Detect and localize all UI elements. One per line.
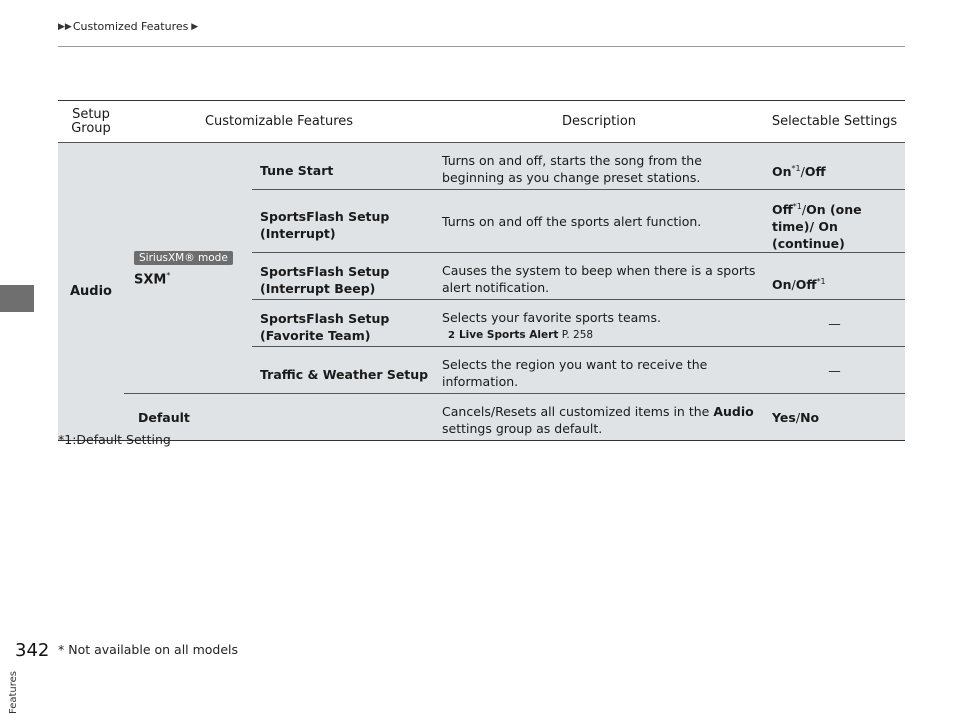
header-setup-group: Setup Group	[71, 106, 111, 136]
table-row	[58, 394, 905, 441]
header-selectable-settings: Selectable Settings	[771, 113, 898, 129]
feature-sportsflash-team: SportsFlash Setup (Favorite Team)	[252, 300, 434, 347]
default-marker: *1	[816, 277, 826, 287]
settings-traffic-weather: —	[764, 347, 905, 394]
description-sportsflash-interrupt: Turns on and off the sports alert function.	[434, 190, 764, 253]
settings-sportsflash-beep	[764, 253, 905, 300]
description-sportsflash-beep: Causes the system to beep when there is a sports alert notification.	[434, 253, 764, 300]
setting-off: Off	[795, 277, 817, 293]
cross-reference-link[interactable]	[448, 327, 758, 344]
setting-on-options: On (one time)/ On (continue)	[772, 202, 862, 252]
feature-tune-start: Tune Start	[252, 143, 434, 190]
breadcrumb-item[interactable]: Customized Features	[72, 20, 189, 33]
default-setting-footnote: *1:Default Setting	[58, 432, 171, 447]
feature-traffic-weather: Traffic & Weather Setup	[252, 347, 434, 394]
setting-off: Off	[804, 164, 826, 180]
section-label: Features	[8, 671, 19, 714]
xref-label: Live Sports Alert	[458, 328, 559, 341]
settings-sportsflash-interrupt	[764, 190, 905, 253]
page-number: 342	[15, 640, 50, 661]
default-marker: *1	[791, 163, 801, 173]
description-sportsflash-team	[434, 300, 764, 347]
siriusxm-mode-badge: SiriusXM® mode	[134, 251, 233, 265]
setting-no: No	[800, 409, 820, 425]
setting-separator: /	[791, 277, 796, 293]
reference-arrow-icon: 2	[448, 329, 455, 341]
description-text: Selects your favorite sports teams.	[442, 309, 661, 325]
setting-separator: /	[800, 164, 805, 180]
table-row	[58, 143, 905, 190]
availability-note: * Not available on all models	[58, 642, 239, 657]
double-arrow-icon: ▶▶	[58, 21, 72, 32]
section-tab	[0, 285, 34, 312]
description-tune-start: Turns on and off, starts the song from the beginning as you change preset stations.	[434, 143, 764, 190]
description-default	[434, 394, 764, 441]
header-customizable-features: Customizable Features	[204, 113, 354, 129]
feature-sportsflash-interrupt: SportsFlash Setup (Interrupt)	[252, 190, 434, 253]
feature-default: Default	[124, 394, 434, 441]
arrow-right-icon: ▶	[188, 21, 199, 32]
settings-sportsflash-team: —	[764, 300, 905, 347]
sxm-cell	[124, 143, 252, 394]
feature-sportsflash-beep: SportsFlash Setup (Interrupt Beep)	[252, 253, 434, 300]
description-text: Cancels/Resets all customized items in the	[442, 404, 710, 420]
breadcrumb	[58, 20, 199, 33]
group-cell-audio: Audio	[58, 143, 124, 441]
sxm-name: SXM	[134, 272, 167, 288]
setting-separator: /	[801, 202, 807, 218]
table-header-row	[58, 101, 905, 143]
not-all-models-marker: *	[166, 270, 171, 280]
setting-off: Off	[772, 202, 793, 218]
description-text: settings group as default.	[442, 421, 603, 437]
default-marker: *1	[792, 202, 802, 211]
settings-default	[764, 394, 905, 441]
settings-tune-start	[764, 143, 905, 190]
customized-features-table	[58, 100, 905, 441]
description-traffic-weather: Selects the region you want to receive the information.	[434, 347, 764, 394]
sxm-label	[134, 271, 252, 287]
xref-page: P. 258	[561, 328, 594, 341]
setting-on: On	[772, 277, 792, 293]
setting-on: On	[772, 164, 792, 180]
description-bold: Audio	[713, 404, 754, 420]
header-description: Description	[561, 113, 637, 129]
setting-yes: Yes	[772, 409, 796, 425]
setting-separator: /	[795, 409, 801, 425]
header-rule	[58, 46, 905, 47]
